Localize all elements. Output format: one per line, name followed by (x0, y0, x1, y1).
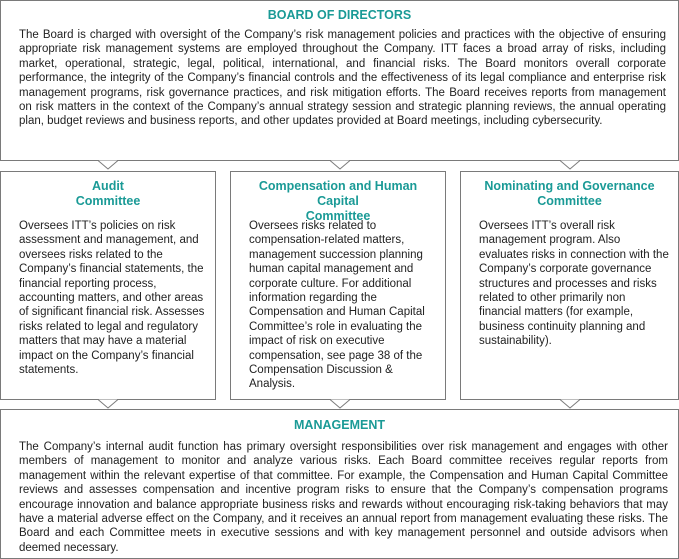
nominating-committee-box (460, 171, 679, 400)
audit-committee-description: Oversees ITT’s policies on risk assessment and management, and oversees risks related to the Company’s financial statements, the financial reporting process, accounting matters, and other areas of significant financial risk. Assesses risks related to legal and regulatory matters that may have a material impact on the Company’s financial statements. (19, 220, 205, 377)
board-arrow-left-icon (98, 160, 118, 171)
board-arrow-right-icon (560, 160, 580, 171)
compensation-committee-title-line2: Committee (305, 209, 371, 223)
audit-arrow-icon (98, 399, 118, 410)
audit-committee-title-line2: Committee (75, 194, 141, 208)
audit-committee-box (0, 171, 216, 400)
audit-committee-title (7, 179, 209, 209)
nominating-committee-title-line2: Committee (537, 194, 602, 208)
compensation-arrow-icon (330, 399, 350, 410)
compensation-committee-description: Oversees risks related to compensation-related matters, management succession planning human capital management and corporate culture. For additional information regarding the Compensation and Human Capital Committee’s role in evaluating the impact of risk on executive compensation, see page 38 of the Compensation Discussion & Analysis. (249, 220, 425, 391)
nominating-committee-description: Oversees ITT’s overall risk management program. Also evaluates risks in connection with the Company’s corporate governance structures and processes and risks related to other primarily non financial matters (for example, business continuity planning and sustainability). (479, 220, 669, 348)
audit-committee-title-line1: Audit (92, 179, 124, 193)
management-description: The Company’s internal audit function has primary oversight responsibilities over risk management and engages with other members of management to monitor and analyze various risks. Each Board committee receives regular reports from management within the relevant expertise of that committee. For example, the Compensation and Human Capital Committee reviews and assesses compensation and incentive program risks to ensure that the Company’s compensation programs encourage innovation and balance appropriate business risks and rewards without encouraging risk-taking behaviors that may have a material adverse effect on the Company, and it receives an annual report from management evaluating these risks. The Board and each Committee meets in executive sessions and with key management personnel and outside advisors when deemed necessary. (19, 441, 668, 554)
nominating-committee-title (467, 179, 672, 209)
compensation-committee-box (230, 171, 446, 400)
management-box (0, 409, 679, 559)
board-of-directors-box (0, 0, 679, 161)
management-title: MANAGEMENT (294, 418, 385, 432)
compensation-committee-title-line1: Compensation and Human Capital (258, 179, 418, 208)
board-title: BOARD OF DIRECTORS (267, 8, 412, 22)
board-arrow-center-icon (330, 160, 350, 171)
board-description: The Board is charged with oversight of the Company’s risk management policies and practices with the objective of ensuring appropriate risk management systems are employed throughout the Company. ITT faces a broad array of risks, including market, operational, strategic, legal, political, international, and financial risks. The Board monitors overall corporate performance, the integrity of the Company’s financial controls and the effectiveness of its legal compliance and enterprise risk management programs, risk governance practices, and risk mitigation efforts. The Board receives reports from management on risk matters in the context of the Company’s annual strategy session and strategic planning reviews, the annual operating plan, budget reviews and business reports, and other updates provided at Board meetings, including cybersecurity. (19, 29, 666, 128)
nominating-committee-title-line1: Nominating and Governance (484, 179, 655, 193)
nominating-arrow-icon (560, 399, 580, 410)
compensation-committee-title (237, 179, 439, 224)
